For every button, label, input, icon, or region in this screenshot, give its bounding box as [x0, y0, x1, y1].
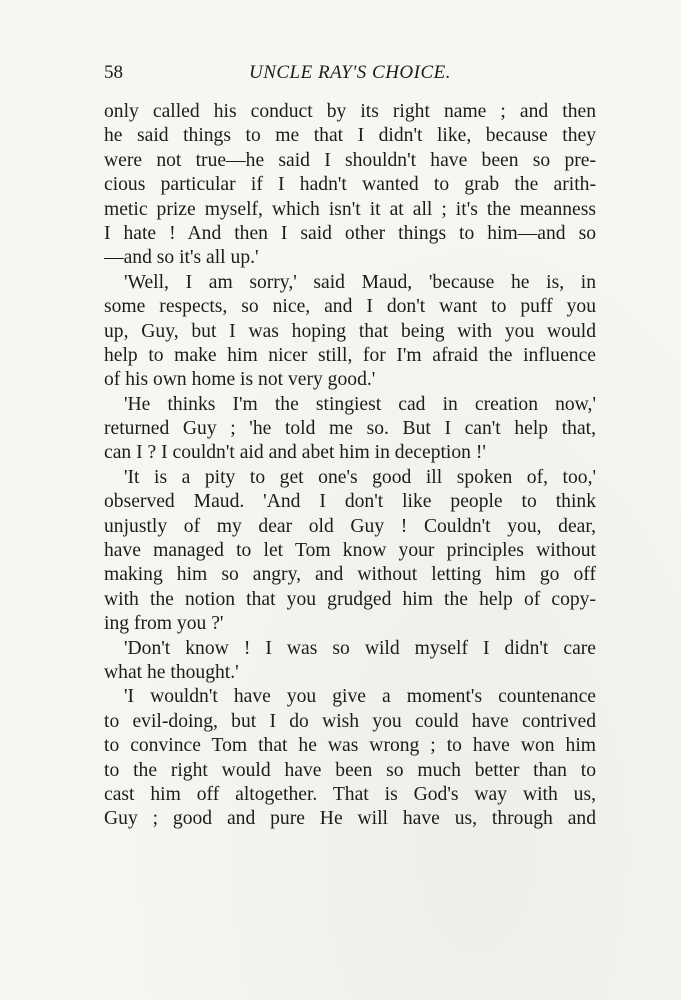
text-line: returned Guy ; 'he told me so. But I can't help that, [104, 418, 596, 440]
text-line: to convince Tom that he was wrong ; to have won him [104, 735, 596, 757]
text-line: —and so it's all up.' [104, 247, 259, 269]
text-line: what he thought.' [104, 661, 239, 683]
text-line: 'I wouldn't have you give a moment's countenance [124, 686, 596, 708]
text-line: can I ? I couldn't aid and abet him in deception !' [104, 442, 486, 464]
text-line: metic prize myself, which isn't it at all ; it's the meanness [104, 198, 596, 220]
text-line: observed Maud. 'And I don't like people to think [104, 491, 596, 513]
text-line: unjustly of my dear old Guy ! Couldn't you, dear, [104, 515, 596, 537]
text-line: were not true—he said I shouldn't have been so pre- [104, 149, 596, 171]
text-line: cious particular if I hadn't wanted to grab the arith- [104, 174, 596, 196]
text-line: to evil-doing, but I do wish you could have contrived [104, 710, 596, 732]
text-line: 'Don't know ! I was so wild myself I didn't care [124, 637, 596, 659]
text-line: 'He thinks I'm the stingiest cad in creation now,' [124, 393, 596, 415]
page-number: 58 [104, 62, 123, 83]
text-line: I hate ! And then I said other things to him—and so [104, 222, 596, 244]
text-line: to the right would have been so much better than to [104, 759, 596, 781]
text-line: some respects, so nice, and I don't want to puff you [104, 296, 596, 318]
text-line: help to make him nicer still, for I'm afraid the influence [104, 344, 596, 366]
text-line: making him so angry, and without letting him go off [104, 564, 596, 586]
text-line: of his own home is not very good.' [104, 369, 376, 391]
text-line: with the notion that you grudged him the help of copy- [104, 588, 596, 610]
text-line: only called his conduct by its right name ; and then [104, 101, 596, 122]
text-line: he said things to me that I didn't like, because they [104, 125, 596, 147]
text-line: have managed to let Tom know your principles without [104, 540, 596, 562]
body-text [104, 100, 596, 832]
running-head: UNCLE RAY'S CHOICE. [248, 62, 451, 83]
text-line: 'It is a pity to get one's good ill spoken of, too,' [124, 466, 596, 488]
text-line: cast him off altogether. That is God's way with us, [104, 783, 596, 805]
text-line: 'Well, I am sorry,' said Maud, 'because he is, in [124, 271, 596, 293]
text-line: up, Guy, but I was hoping that being with you would [104, 320, 596, 342]
page-header [104, 62, 596, 90]
text-line: ing from you ?' [104, 613, 224, 635]
text-line: Guy ; good and pure He will have us, through and [104, 808, 596, 830]
